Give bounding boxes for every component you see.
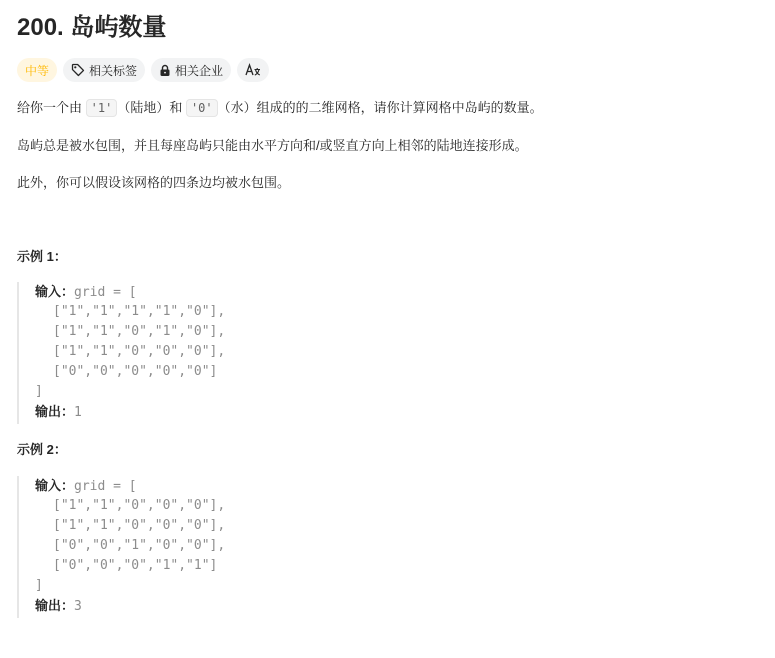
grid-close: ] [35, 578, 43, 593]
description-paragraph-2: 岛屿总是被水包围，并且每座岛屿只能由水平方向和/或竖直方向上相邻的陆地连接形成。 [17, 138, 528, 153]
grid-row: ["1","1","0","1","0"], [53, 324, 226, 339]
example-output-line [35, 402, 757, 422]
grid-row: ["1","1","0","0","0"], [53, 518, 226, 533]
inline-code-land: '1' [86, 99, 118, 117]
example-2-block [17, 476, 757, 618]
inline-code-water: '0' [186, 99, 218, 117]
input-label: 输入： [35, 478, 75, 493]
grid-row: ["1","1","1","1","0"], [53, 304, 226, 319]
input-head: grid = [ [74, 285, 137, 300]
tag-bar [17, 58, 269, 82]
difficulty-badge[interactable] [17, 58, 57, 82]
input-label: 输入： [35, 284, 75, 299]
description-text: （水）组成的的二维网格，请你计算网格中岛屿的数量。 [217, 100, 543, 115]
grid-row: ["1","1","0","0","0"], [53, 344, 226, 359]
related-companies-button[interactable] [151, 58, 231, 82]
output-value: 3 [74, 599, 82, 614]
related-companies-label: 相关企业 [175, 63, 224, 78]
translate-icon [245, 63, 261, 77]
example-2-title: 示例 2： [17, 442, 67, 457]
lock-icon [159, 64, 171, 77]
translate-button[interactable] [237, 58, 269, 82]
related-tags-button[interactable] [63, 58, 145, 82]
grid-row: ["1","1","0","0","0"], [53, 498, 226, 513]
input-head: grid = [ [74, 479, 137, 494]
example-output-line [35, 596, 757, 616]
example-input-line [35, 282, 757, 302]
output-label: 输出： [35, 598, 75, 613]
description-paragraph-3: 此外，你可以假设该网格的四条边均被水包围。 [17, 175, 291, 190]
grid-row: ["0","0","0","1","1"] [53, 558, 218, 573]
description-paragraph-1 [17, 98, 543, 118]
description-text: （陆地）和 [117, 100, 186, 115]
difficulty-label: 中等 [25, 63, 50, 78]
grid-close: ] [35, 384, 43, 399]
output-label: 输出： [35, 404, 75, 419]
example-1-title: 示例 1： [17, 249, 67, 264]
output-value: 1 [74, 405, 82, 420]
tag-icon [71, 63, 85, 77]
grid-row: ["0","0","0","0","0"] [53, 364, 218, 379]
description-text: 给你一个由 [17, 100, 86, 115]
related-tags-label: 相关标签 [89, 63, 138, 78]
example-input-line [35, 476, 757, 496]
grid-row: ["0","0","1","0","0"], [53, 538, 226, 553]
problem-title: 200. 岛屿数量 [17, 14, 167, 41]
example-1-block [17, 282, 757, 424]
